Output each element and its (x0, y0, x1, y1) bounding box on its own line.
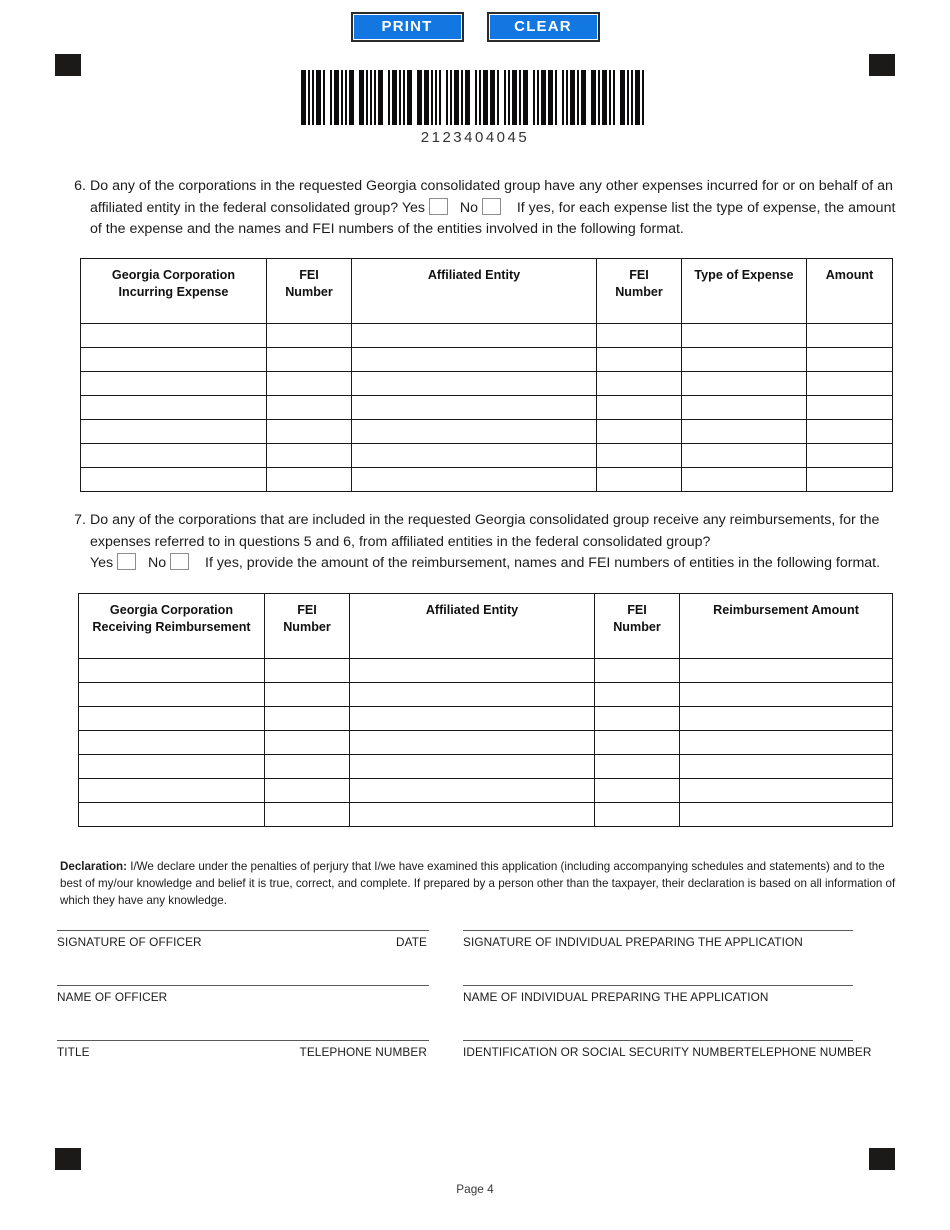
signature-primary-label: NAME OF OFFICER (57, 990, 168, 1004)
table-cell[interactable] (595, 707, 680, 731)
table-cell[interactable] (807, 396, 893, 420)
table-cell[interactable] (81, 444, 267, 468)
table-cell[interactable] (352, 396, 597, 420)
table-cell[interactable] (79, 707, 265, 731)
signature-field-group (463, 985, 853, 1040)
signature-primary-label: SIGNATURE OF OFFICER (57, 935, 202, 949)
table-row (79, 683, 893, 707)
table-cell[interactable] (807, 372, 893, 396)
table-cell[interactable] (680, 803, 893, 827)
table-cell[interactable] (265, 683, 350, 707)
table-cell[interactable] (682, 444, 807, 468)
table-cell[interactable] (682, 348, 807, 372)
table-cell[interactable] (79, 803, 265, 827)
registration-mark-bottom-left (55, 1148, 81, 1170)
table-cell[interactable] (352, 468, 597, 492)
table-cell[interactable] (682, 468, 807, 492)
question-7-no-checkbox[interactable] (170, 553, 189, 570)
declaration-label: Declaration: (60, 860, 128, 873)
table-cell[interactable] (81, 468, 267, 492)
table-cell[interactable] (807, 324, 893, 348)
table-row (81, 348, 893, 372)
table-cell[interactable] (682, 420, 807, 444)
table-cell[interactable] (680, 779, 893, 803)
col-fei-number-1: FEI Number (265, 594, 350, 659)
signature-label-row (57, 935, 429, 949)
signature-line[interactable] (57, 1040, 429, 1041)
col-fei-number-1: FEI Number (267, 259, 352, 324)
reimbursements-table (78, 593, 893, 827)
table-cell[interactable] (680, 755, 893, 779)
table-cell[interactable] (267, 372, 352, 396)
table-row (79, 731, 893, 755)
table-cell[interactable] (597, 468, 682, 492)
signature-line[interactable] (463, 985, 853, 986)
table-cell[interactable] (79, 779, 265, 803)
table-cell[interactable] (350, 659, 595, 683)
table-cell[interactable] (597, 372, 682, 396)
table-cell[interactable] (807, 420, 893, 444)
question-7-body (90, 510, 905, 575)
question-7-text-part2: If yes, provide the amount of the reimbursement, names and FEI numbers of entities in the following format. (205, 555, 881, 571)
signature-block-preparer (463, 930, 872, 1095)
table-cell[interactable] (79, 659, 265, 683)
table-cell[interactable] (352, 420, 597, 444)
table-cell[interactable] (352, 372, 597, 396)
table-cell[interactable] (597, 324, 682, 348)
table-row (81, 420, 893, 444)
table-cell[interactable] (682, 396, 807, 420)
signature-line[interactable] (463, 1040, 853, 1041)
question-6 (60, 176, 905, 241)
col-reimbursement-amount: Reimbursement Amount (680, 594, 893, 659)
table-cell[interactable] (267, 324, 352, 348)
question-7-text-part1: Do any of the corporations that are included in the requested Georgia consolidated group receive any reimbursements, for the expenses referred to in questions 5 and 6, from affiliated entities in the federal consolidated group? (90, 512, 880, 550)
signature-label-row (57, 990, 429, 1004)
question-6-body (90, 176, 905, 241)
signature-label-row (57, 1045, 429, 1059)
reimbursements-table-body (79, 659, 893, 827)
expenses-table-header-row (81, 259, 893, 324)
signature-label-row (463, 1045, 872, 1059)
table-cell[interactable] (680, 731, 893, 755)
table-cell[interactable] (265, 803, 350, 827)
expenses-table-body (81, 324, 893, 492)
question-6-text-part1: Do any of the corporations in the requested Georgia consolidated group have any other expenses incurred for or on behalf of an affiliated entity in the federal consolidated group? (90, 178, 893, 216)
table-cell[interactable] (597, 348, 682, 372)
table-row (81, 468, 893, 492)
signature-secondary-label: TELEPHONE NUMBER (299, 1045, 427, 1059)
table-cell[interactable] (595, 659, 680, 683)
col-type-of-expense: Type of Expense (682, 259, 807, 324)
signature-line[interactable] (463, 930, 853, 931)
col-fei-number-2: FEI Number (595, 594, 680, 659)
table-cell[interactable] (81, 396, 267, 420)
question-6-no-label: No (459, 199, 479, 216)
table-cell[interactable] (352, 348, 597, 372)
col-affiliated-entity: Affiliated Entity (352, 259, 597, 324)
table-row (81, 396, 893, 420)
table-cell[interactable] (81, 372, 267, 396)
barcode-block (0, 57, 950, 146)
table-cell[interactable] (595, 803, 680, 827)
table-cell[interactable] (807, 468, 893, 492)
signature-primary-label: TITLE (57, 1045, 90, 1059)
table-cell[interactable] (595, 731, 680, 755)
question-7-number: 7. (74, 512, 86, 528)
signature-field-group (57, 1040, 429, 1095)
reimbursements-table-header-row (79, 594, 893, 659)
expenses-table (80, 258, 893, 492)
table-cell[interactable] (81, 420, 267, 444)
table-cell[interactable] (680, 659, 893, 683)
barcode-number: 2123404045 (420, 129, 530, 146)
signature-block-officer (57, 930, 429, 1095)
signature-line[interactable] (57, 985, 429, 986)
table-cell[interactable] (265, 731, 350, 755)
table-row (79, 803, 893, 827)
table-cell[interactable] (81, 348, 267, 372)
col-georgia-corporation-receiving-reimbursement: Georgia Corporation Receiving Reimbursement (79, 594, 265, 659)
table-cell[interactable] (595, 683, 680, 707)
signature-field-group (57, 985, 429, 1040)
signature-primary-label: SIGNATURE OF INDIVIDUAL PREPARING THE APPLICATION (463, 935, 803, 949)
col-amount: Amount (807, 259, 893, 324)
table-cell[interactable] (680, 683, 893, 707)
table-row (79, 755, 893, 779)
table-cell[interactable] (79, 731, 265, 755)
table-cell[interactable] (267, 396, 352, 420)
barcode-image (301, 70, 649, 125)
table-cell[interactable] (267, 444, 352, 468)
col-georgia-corporation-incurring-expense: Georgia Corporation Incurring Expense (81, 259, 267, 324)
print-button[interactable]: PRINT (351, 12, 464, 42)
table-cell[interactable] (597, 420, 682, 444)
page-footer: Page 4 (456, 1182, 494, 1196)
table-cell[interactable] (267, 468, 352, 492)
question-7-yes-checkbox[interactable] (117, 553, 136, 570)
declaration-paragraph (60, 858, 903, 909)
signature-field-group (463, 930, 853, 985)
registration-mark-bottom-right (869, 1148, 895, 1170)
table-cell[interactable] (265, 755, 350, 779)
signature-field-group (463, 1040, 872, 1095)
table-cell[interactable] (682, 372, 807, 396)
col-affiliated-entity: Affiliated Entity (350, 594, 595, 659)
question-6-text-part2: If yes, for each expense list the type of expense, the amount of the expense and the names and FEI numbers of the entities involved in the following format. (90, 199, 896, 237)
signature-label-row (463, 990, 853, 1004)
table-cell[interactable] (350, 755, 595, 779)
table-cell[interactable] (682, 324, 807, 348)
table-cell[interactable] (79, 683, 265, 707)
question-6-yes-checkbox[interactable] (429, 198, 448, 215)
question-7-no-label: No (148, 555, 167, 571)
table-cell[interactable] (807, 348, 893, 372)
col-fei-number-2: FEI Number (597, 259, 682, 324)
table-row (81, 324, 893, 348)
table-cell[interactable] (350, 803, 595, 827)
table-cell[interactable] (267, 348, 352, 372)
table-cell[interactable] (595, 755, 680, 779)
question-6-no-checkbox[interactable] (482, 198, 501, 215)
question-7 (60, 510, 905, 575)
table-cell[interactable] (595, 779, 680, 803)
table-row (79, 779, 893, 803)
table-row (79, 659, 893, 683)
table-row (79, 707, 893, 731)
table-cell[interactable] (350, 779, 595, 803)
clear-button[interactable]: CLEAR (487, 12, 600, 42)
signature-primary-label: NAME OF INDIVIDUAL PREPARING THE APPLICATION (463, 990, 769, 1004)
question-6-yes-label: Yes (401, 199, 425, 216)
signature-line[interactable] (57, 930, 429, 931)
table-cell[interactable] (79, 755, 265, 779)
table-cell[interactable] (807, 444, 893, 468)
table-cell[interactable] (81, 324, 267, 348)
table-cell[interactable] (350, 731, 595, 755)
signature-field-group (57, 930, 429, 985)
table-cell[interactable] (350, 707, 595, 731)
form-action-buttons (0, 12, 950, 42)
table-row (81, 372, 893, 396)
table-cell[interactable] (265, 779, 350, 803)
table-cell[interactable] (352, 324, 597, 348)
declaration-text: I/We declare under the penalties of perjury that I/we have examined this application (including accompanying schedules and statements) and to the best of my/our knowledge and belief it is true, correct, and complete. If prepared by a person other than the taxpayer, their declaration is based on all information of which they have any knowledge. (60, 860, 896, 907)
signature-label-row (463, 935, 853, 949)
question-6-number: 6. (74, 178, 86, 194)
table-cell[interactable] (352, 444, 597, 468)
table-cell[interactable] (265, 659, 350, 683)
table-cell[interactable] (597, 444, 682, 468)
table-cell[interactable] (265, 707, 350, 731)
table-cell[interactable] (267, 420, 352, 444)
table-row (81, 444, 893, 468)
signature-secondary-label: TELEPHONE NUMBER (744, 1045, 872, 1059)
signature-secondary-label: DATE (396, 935, 427, 949)
signature-primary-label: IDENTIFICATION OR SOCIAL SECURITY NUMBER (463, 1045, 745, 1059)
table-cell[interactable] (680, 707, 893, 731)
table-cell[interactable] (597, 396, 682, 420)
table-cell[interactable] (350, 683, 595, 707)
question-7-yes-label: Yes (90, 555, 114, 571)
